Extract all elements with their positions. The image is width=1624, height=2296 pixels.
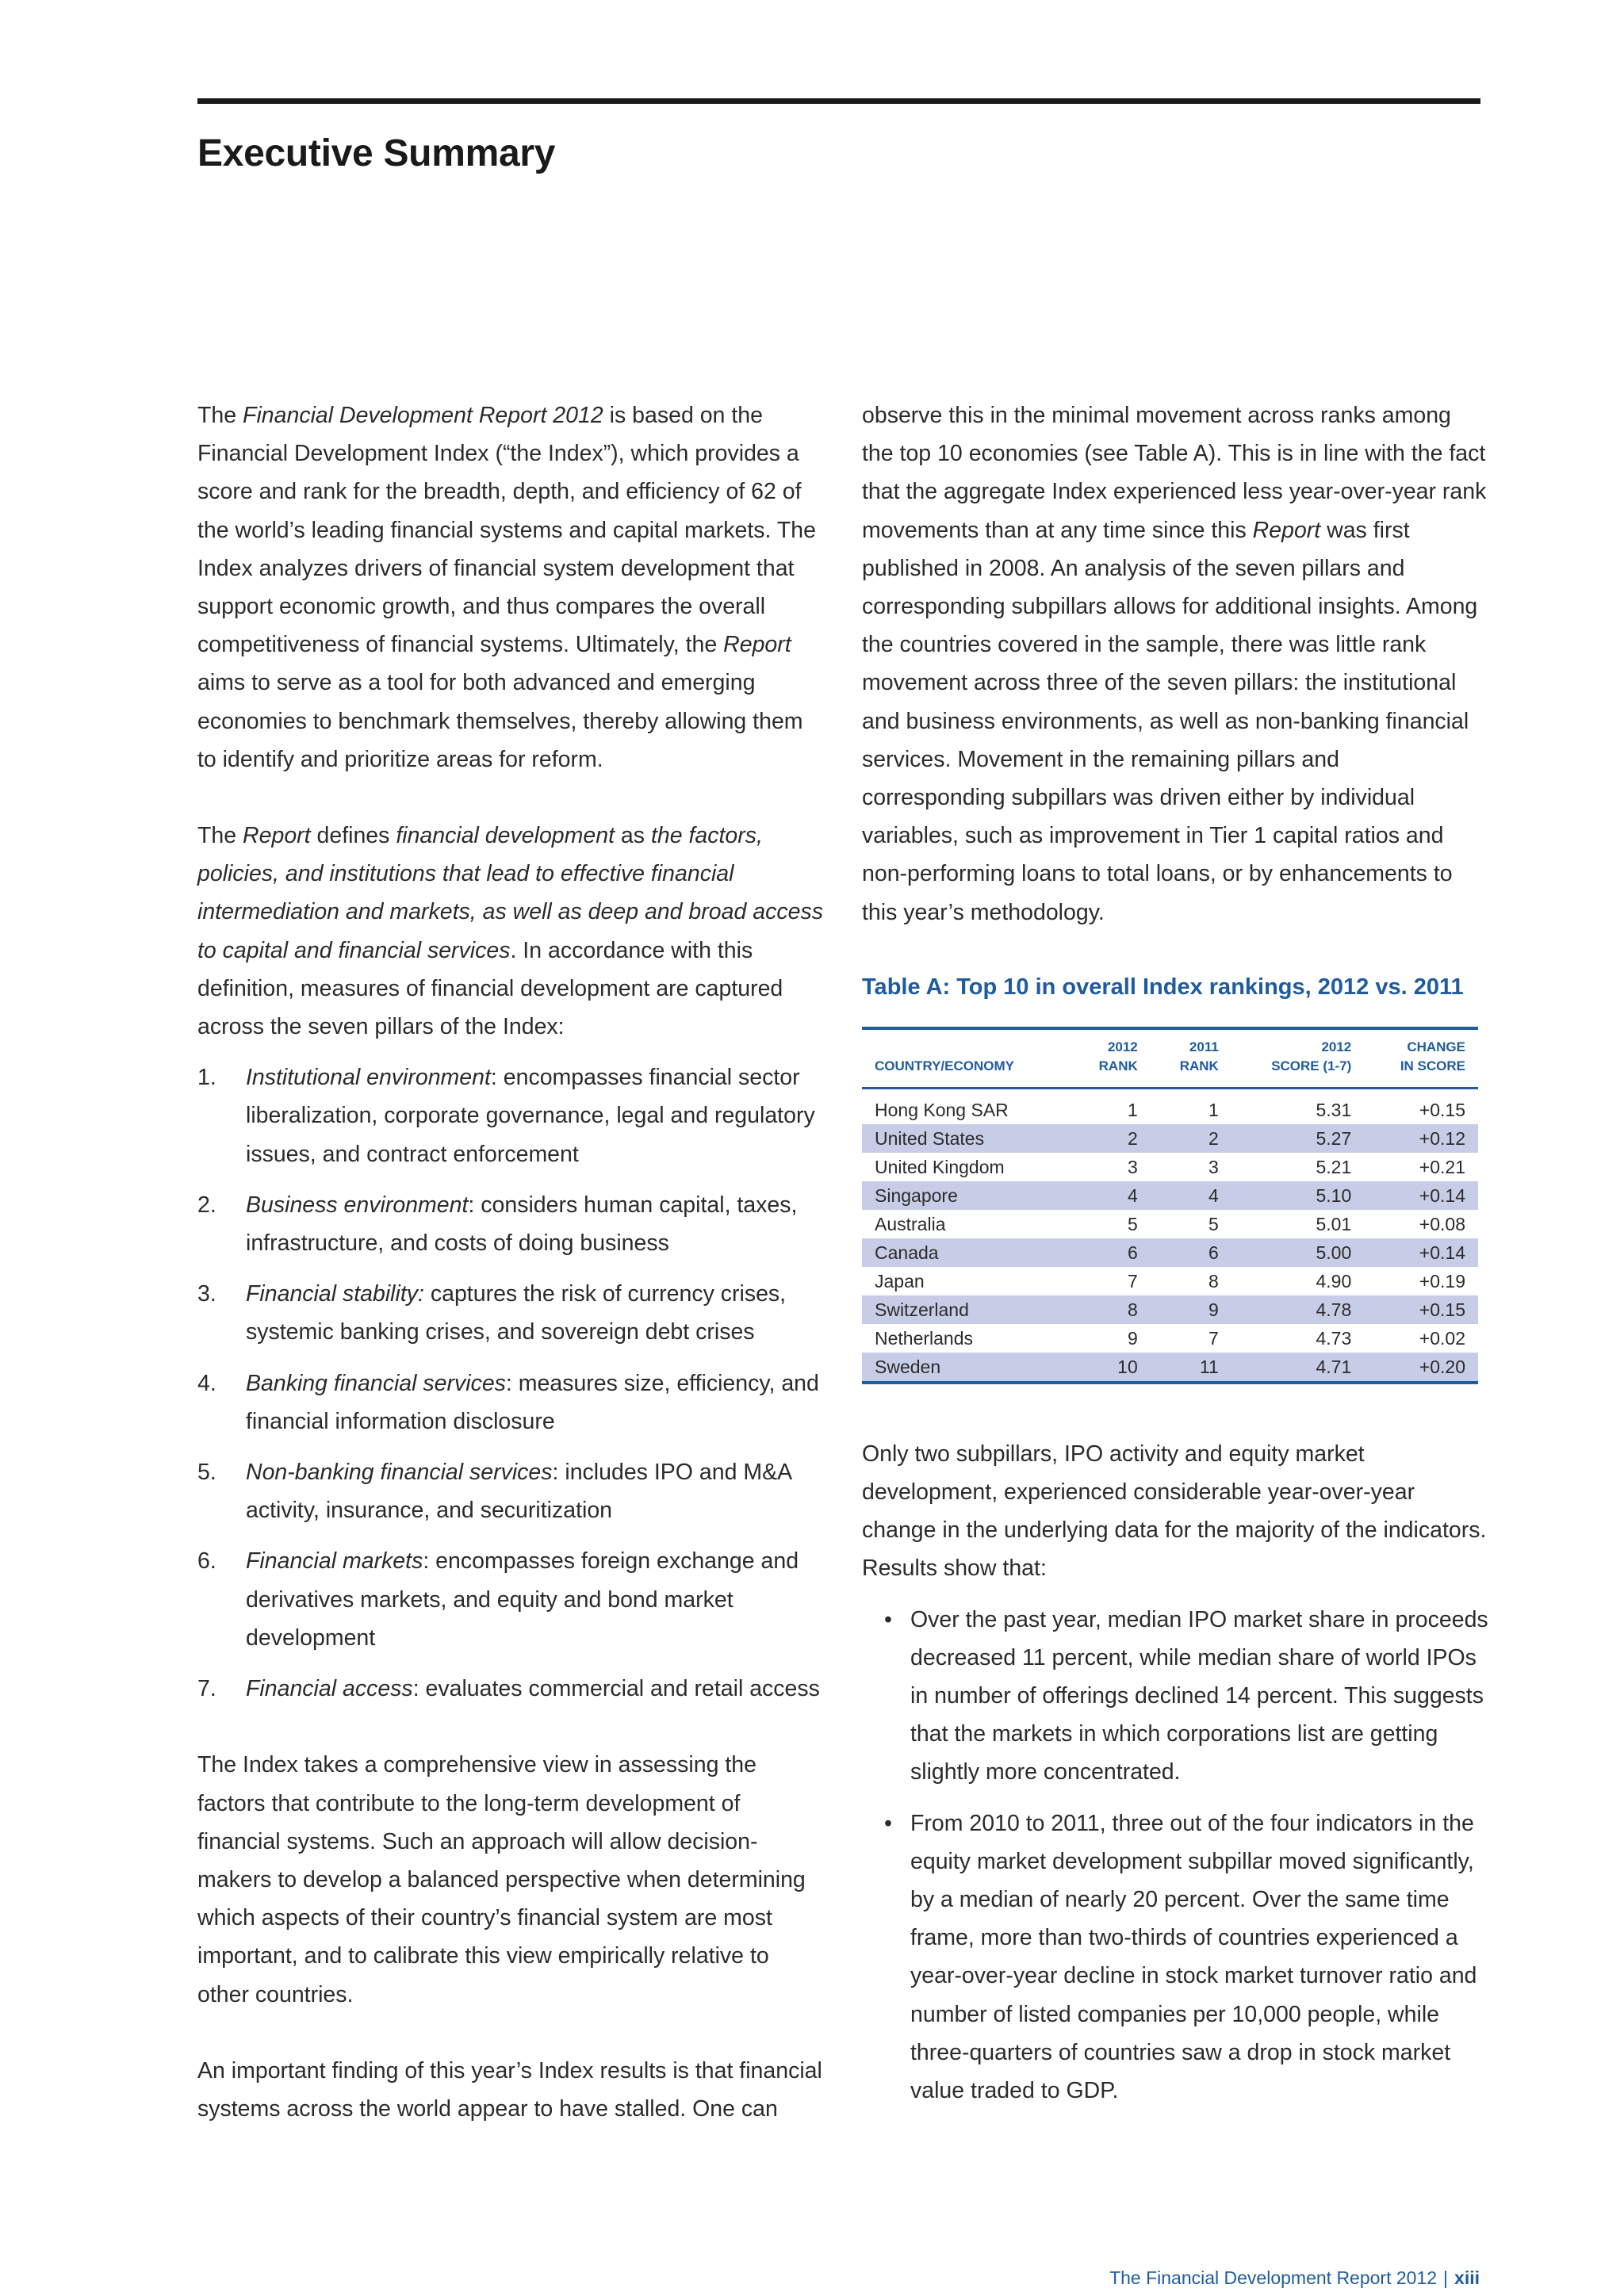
table-row: United States 2 2 5.27 +0.12	[862, 1124, 1478, 1153]
bullet-icon: •	[884, 1606, 892, 1632]
findings-list	[862, 1601, 1488, 2110]
list-item: 4. Banking financial services: measures size, efficiency, and financial information disclosure	[197, 1370, 819, 1434]
observation-paragraph: observe this in the minimal movement across ranks among the top 10 economies (see Table A). This is in line with the fact that the aggregate Index experienced less year-over-year rank movements than at any time since this Report was first published in 2008. An analysis of the seven pillars and corresponding subpillars allows for additional insights. Among the countries covered in the sample, there was little rank movement across three of the seven pillars: the institutional and business environments, as well as non-banking financial services. Movement in the remaining pillars and corresponding subpillars was driven either by individual variables, such as improvement in Tier 1 capital ratios and non-performing loans to total loans, or by enhancements to this year’s methodology.	[862, 403, 1487, 925]
table-row: Switzerland 8 9 4.78 +0.15	[862, 1295, 1478, 1324]
comprehensive-view-paragraph: The Index takes a comprehensive view in assessing the factors that contribute to the long-term development of financial systems. Such an approach will allow decision-makers to develop a balanced perspective when determining which aspects of their country’s financial system are most important, and to calibrate this view empirically relative to other countries.	[197, 1752, 806, 2007]
rankings-table	[862, 1027, 1478, 1384]
column-header: 2012 SCORE (1-7)	[1271, 1039, 1352, 1073]
subpillars-paragraph: Only two subpillars, IPO activity and equity market development, experienced considerable year-over-year change in the underlying data for the majority of the indicators. Results show that:	[862, 1441, 1487, 1582]
intro-paragraph: The Financial Development Report 2012 is based on the Financial Development Index (“the Index”), which provides a score and rank for the breadth, depth, and efficiency of 62 of the world’s leading financial systems and capital markets. The Index analyzes drivers of financial system development that support economic growth, and thus compares the overall competitiveness of financial systems. Ultimately, the Report aims to serve as a tool for both advanced and emerging economies to benchmark themselves, thereby allowing them to identify and prioritize areas for reform.	[197, 403, 816, 772]
page-footer	[1109, 2267, 1480, 2289]
definition-paragraph: The Report defines financial development as the factors, policies, and institutions that lead to effective financial intermediation and markets, as well as deep and broad access to capital and financial services. In accordance with this definition, measures of financial development are captured across the seven pillars of the Index:	[197, 823, 823, 1040]
table-row: Canada 6 6 5.00 +0.14	[862, 1238, 1478, 1267]
table-row: Sweden 10 11 4.71 +0.20	[862, 1353, 1478, 1383]
bullet-icon: •	[884, 1810, 892, 1836]
table-row: United Kingdom 3 3 5.21 +0.21	[875, 1156, 1465, 1177]
column-header: CHANGE IN SCORE	[1400, 1039, 1465, 1073]
table-header-row	[862, 1028, 1478, 1089]
table-title: Table A: Top 10 in overall Index rankings, 2012 vs. 2011	[862, 974, 1464, 1000]
column-header: 2012 RANK	[1098, 1039, 1138, 1073]
column-header: 2011 RANK	[1179, 1039, 1219, 1073]
list-item: 6. Financial markets: encompasses foreign exchange and derivatives markets, and equity and bond market development	[197, 1548, 799, 1651]
list-item: 1. Institutional environment: encompasses financial sector liberalization, corporate governance, legal and regulatory issues, and contract enforcement	[197, 1065, 815, 1167]
table-row: Hong Kong SAR 1 1 5.31 +0.15	[875, 1099, 1465, 1120]
table-row: Singapore 4 4 5.10 +0.14	[862, 1181, 1478, 1210]
list-item: 3. Financial stability: captures the risk of currency crises, systemic banking crises, and sovereign debt crises	[197, 1281, 787, 1345]
footer-report-title: The Financial Development Report 2012	[1109, 2267, 1438, 2288]
page-title: Executive Summary	[197, 132, 556, 174]
right-column	[862, 396, 1488, 2122]
pillars-list	[197, 1058, 824, 1708]
list-item: 2. Business environment: considers human capital, taxes, infrastructure, and costs of doing business	[197, 1192, 798, 1257]
list-item: 5. Non-banking financial services: includes IPO and M&A activity, insurance, and securitization	[197, 1460, 791, 1524]
list-item: • From 2010 to 2011, three out of the four indicators in the equity market development subpillar moved significantly, by a median of nearly 20 percent. Over the same time frame, more than two-thirds of countries experienced a year-over-year decline in stock market turnover ratio and number of listed companies per 10,000 people, while three-quarters of countries saw a drop in stock market value traded to GDP.	[862, 1804, 1488, 2110]
list-item: • Over the past year, median IPO market share in proceeds decreased 11 percent, while median share of world IPOs in number of offerings declined 14 percent. This suggests that the markets in which corporations list are getting slightly more concentrated.	[862, 1601, 1488, 1792]
page-number: xiii	[1454, 2267, 1480, 2288]
table-row: Australia 5 5 5.01 +0.08	[875, 1213, 1465, 1234]
column-header: COUNTRY/ECONOMY	[875, 1058, 1014, 1073]
left-column	[197, 396, 824, 2128]
finding-paragraph: An important finding of this year’s Index results is that financial systems across the world appear to have stalled. One can	[197, 2057, 822, 2122]
list-item: 7. Financial access: evaluates commercial and retail access	[197, 1676, 820, 1702]
top-rule	[197, 98, 1480, 104]
footer-separator: |	[1443, 2267, 1449, 2288]
table-row: Netherlands 9 7 4.73 +0.02	[875, 1327, 1465, 1349]
table-row: Japan 7 8 4.90 +0.19	[875, 1270, 1465, 1292]
